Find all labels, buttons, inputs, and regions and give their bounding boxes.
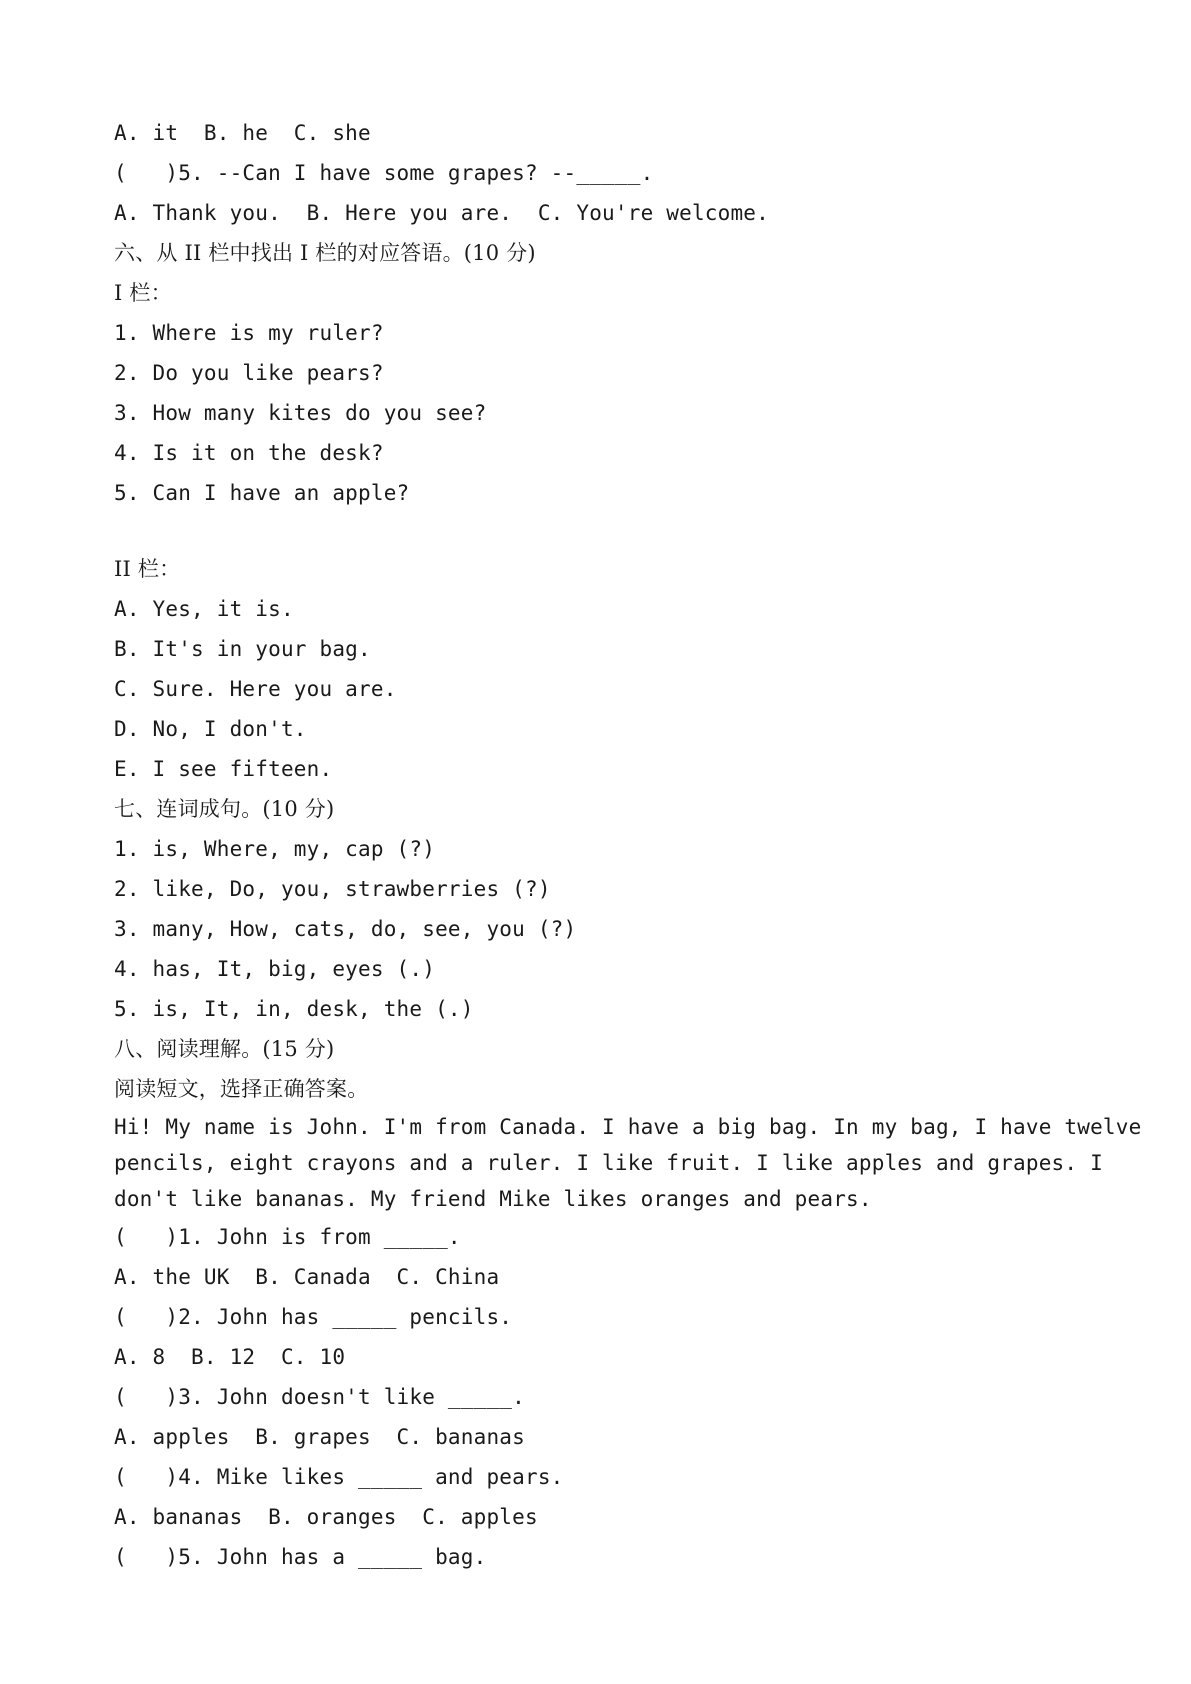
section8-q2-options: A. 8 B. 12 C. 10 — [114, 1345, 346, 1369]
section5-q5-options: A. Thank you. B. Here you are. C. You're welcome. — [114, 201, 769, 225]
section8-q4: ( )4. Mike likes _____ and pears. — [114, 1465, 564, 1489]
section7-heading: 七、连词成句。(10 分) — [114, 797, 335, 821]
section8-heading: 八、阅读理解。(15 分) — [114, 1037, 335, 1061]
passage-line: Hi! My name is John. I'm from Canada. I have a big bag. In my bag, I have twelve — [114, 1115, 1142, 1139]
section6-col2-item: D. No, I don't. — [114, 717, 307, 741]
section8-instruction: 阅读短文，选择正确答案。 — [114, 1077, 369, 1101]
passage-line: don't like bananas. My friend Mike likes oranges and pears. — [114, 1187, 872, 1211]
section8-q3: ( )3. John doesn't like _____. — [114, 1385, 525, 1409]
section6-col2-item: E. I see fifteen. — [114, 757, 333, 781]
passage-line: pencils, eight crayons and a ruler. I like fruit. I like apples and grapes. I — [114, 1151, 1103, 1175]
section6-col2-item: B. It's in your bag. — [114, 637, 371, 661]
section5-q4-options: A. it B. he C. she — [114, 121, 371, 145]
section7-item: 4. has, It, big, eyes (.) — [114, 957, 436, 981]
section6-col1-item: 4. Is it on the desk? — [114, 441, 384, 465]
section6-heading: 六、从 II 栏中找出 I 栏的对应答语。(10 分) — [114, 241, 536, 265]
section7-item: 5. is, It, in, desk, the (.) — [114, 997, 474, 1021]
section7-item: 1. is, Where, my, cap (?) — [114, 837, 436, 861]
section7-item: 2. like, Do, you, strawberries (?) — [114, 877, 551, 901]
section6-col2-item: A. Yes, it is. — [114, 597, 294, 621]
section6-col1-label: I 栏： — [114, 281, 172, 305]
section7-item: 3. many, How, cats, do, see, you (?) — [114, 917, 577, 941]
section8-q1: ( )1. John is from _____. — [114, 1225, 461, 1249]
section6-col1-item: 2. Do you like pears? — [114, 361, 384, 385]
section5-q5: ( )5. --Can I have some grapes? --_____. — [114, 161, 654, 185]
section8-q1-options: A. the UK B. Canada C. China — [114, 1265, 500, 1289]
section8-q5: ( )5. John has a _____ bag. — [114, 1545, 487, 1569]
section6-col2-label: II 栏： — [114, 557, 181, 581]
section6-col2-item: C. Sure. Here you are. — [114, 677, 397, 701]
section6-col1-item: 3. How many kites do you see? — [114, 401, 487, 425]
section6-col1-item: 5. Can I have an apple? — [114, 481, 410, 505]
section8-q2: ( )2. John has _____ pencils. — [114, 1305, 513, 1329]
section6-col1-item: 1. Where is my ruler? — [114, 321, 384, 345]
section8-q3-options: A. apples B. grapes C. bananas — [114, 1425, 525, 1449]
section8-q4-options: A. bananas B. oranges C. apples — [114, 1505, 538, 1529]
worksheet-content — [114, 113, 1142, 1577]
blank-line — [114, 513, 1114, 549]
